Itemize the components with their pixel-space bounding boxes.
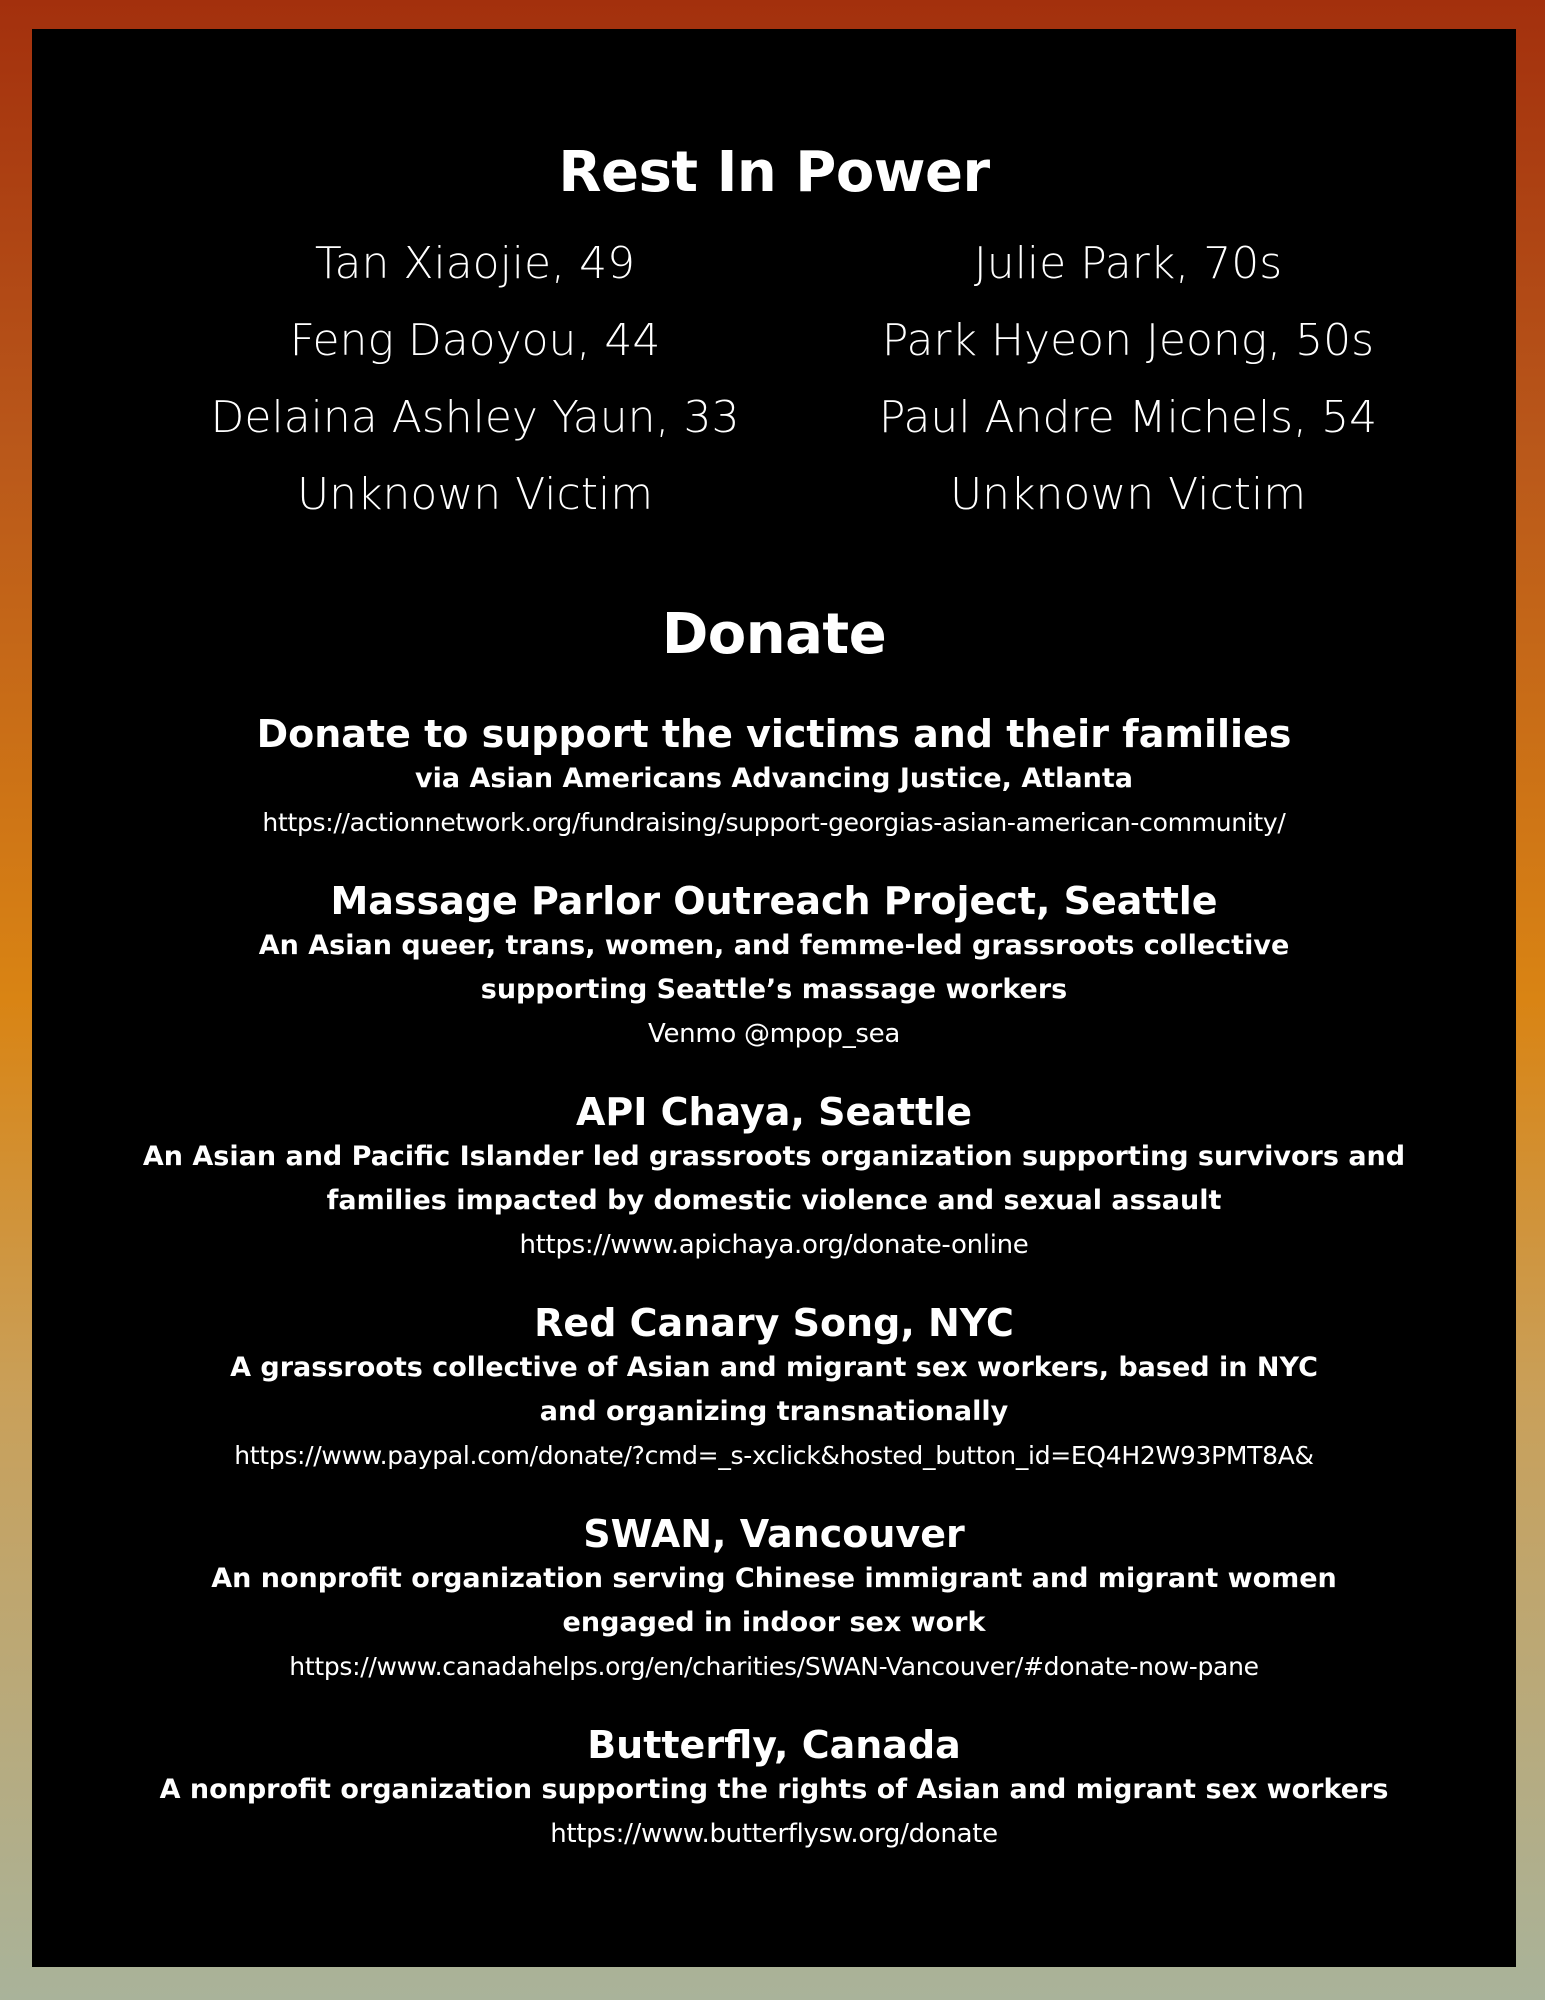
org-entry-red-canary-song bbox=[32, 1300, 1516, 1478]
org-description: engaged in indoor sex work bbox=[562, 1607, 986, 1638]
donation-organizations bbox=[32, 711, 1516, 1889]
org-description: and organizing transnationally bbox=[539, 1396, 1009, 1427]
org-donation-link[interactable]: https://www.apichaya.org/donate-online bbox=[519, 1230, 1029, 1260]
victim-name: Park Hyeon Jeong, 50s bbox=[881, 315, 1375, 366]
victim-names-right-column bbox=[808, 225, 1448, 533]
victim-name: Unknown Victim bbox=[949, 469, 1307, 520]
org-donation-link[interactable]: https://www.canadahelps.org/en/charities/SWAN-Vancouver/#donate-now-pane bbox=[289, 1652, 1259, 1681]
memorial-title: Rest In Power bbox=[558, 140, 990, 205]
org-donation-link[interactable]: Venmo @mpop_sea bbox=[648, 1019, 900, 1049]
org-donation-link[interactable]: https://www.butterflysw.org/donate bbox=[550, 1819, 998, 1849]
org-entry-api-chaya bbox=[32, 1089, 1516, 1267]
org-entry-mpop-seattle bbox=[32, 878, 1516, 1056]
victim-names-left-column bbox=[155, 225, 795, 533]
org-description: An nonprofit organization serving Chinese immigrant and migrant women bbox=[211, 1563, 1337, 1594]
victim-name: Paul Andre Michels, 54 bbox=[878, 392, 1378, 443]
victim-name: Julie Park, 70s bbox=[973, 238, 1283, 289]
org-description: An Asian queer, trans, women, and femme-led grassroots collective bbox=[258, 930, 1290, 961]
org-description: supporting Seattle’s massage workers bbox=[480, 974, 1068, 1005]
org-description: families impacted by domestic violence and sexual assault bbox=[326, 1185, 1222, 1216]
org-name: SWAN, Vancouver bbox=[583, 1512, 965, 1556]
org-description: via Asian Americans Advancing Justice, Atlanta bbox=[415, 763, 1133, 794]
org-name: Massage Parlor Outreach Project, Seattle bbox=[330, 879, 1218, 923]
org-name: Butterfly, Canada bbox=[587, 1723, 961, 1767]
victim-name: Unknown Victim bbox=[296, 469, 654, 520]
org-description: A nonprofit organization supporting the rights of Asian and migrant sex workers bbox=[159, 1774, 1389, 1805]
org-name: API Chaya, Seattle bbox=[575, 1090, 973, 1134]
org-description: An Asian and Pacific Islander led grassroots organization supporting survivors and bbox=[142, 1141, 1406, 1172]
content-panel bbox=[32, 29, 1516, 1967]
org-donation-link[interactable]: https://www.paypal.com/donate/?cmd=_s-xclick&hosted_button_id=EQ4H2W93PMT8A& bbox=[234, 1441, 1314, 1470]
org-name: Donate to support the victims and their families bbox=[256, 712, 1292, 756]
org-name: Red Canary Song, NYC bbox=[534, 1301, 1014, 1345]
victim-name: Delaina Ashley Yaun, 33 bbox=[210, 392, 740, 443]
org-entry-swan-vancouver bbox=[32, 1511, 1516, 1689]
donate-title: Donate bbox=[661, 602, 887, 667]
org-entry-butterfly-canada bbox=[32, 1722, 1516, 1856]
org-donation-link[interactable]: https://actionnetwork.org/fundraising/support-georgias-asian-american-community/ bbox=[262, 808, 1286, 837]
victim-name: Feng Daoyou, 44 bbox=[289, 315, 661, 366]
org-entry-aaaj-atlanta bbox=[32, 711, 1516, 845]
org-description: A grassroots collective of Asian and migrant sex workers, based in NYC bbox=[230, 1352, 1318, 1383]
victim-name: Tan Xiaojie, 49 bbox=[314, 238, 636, 289]
